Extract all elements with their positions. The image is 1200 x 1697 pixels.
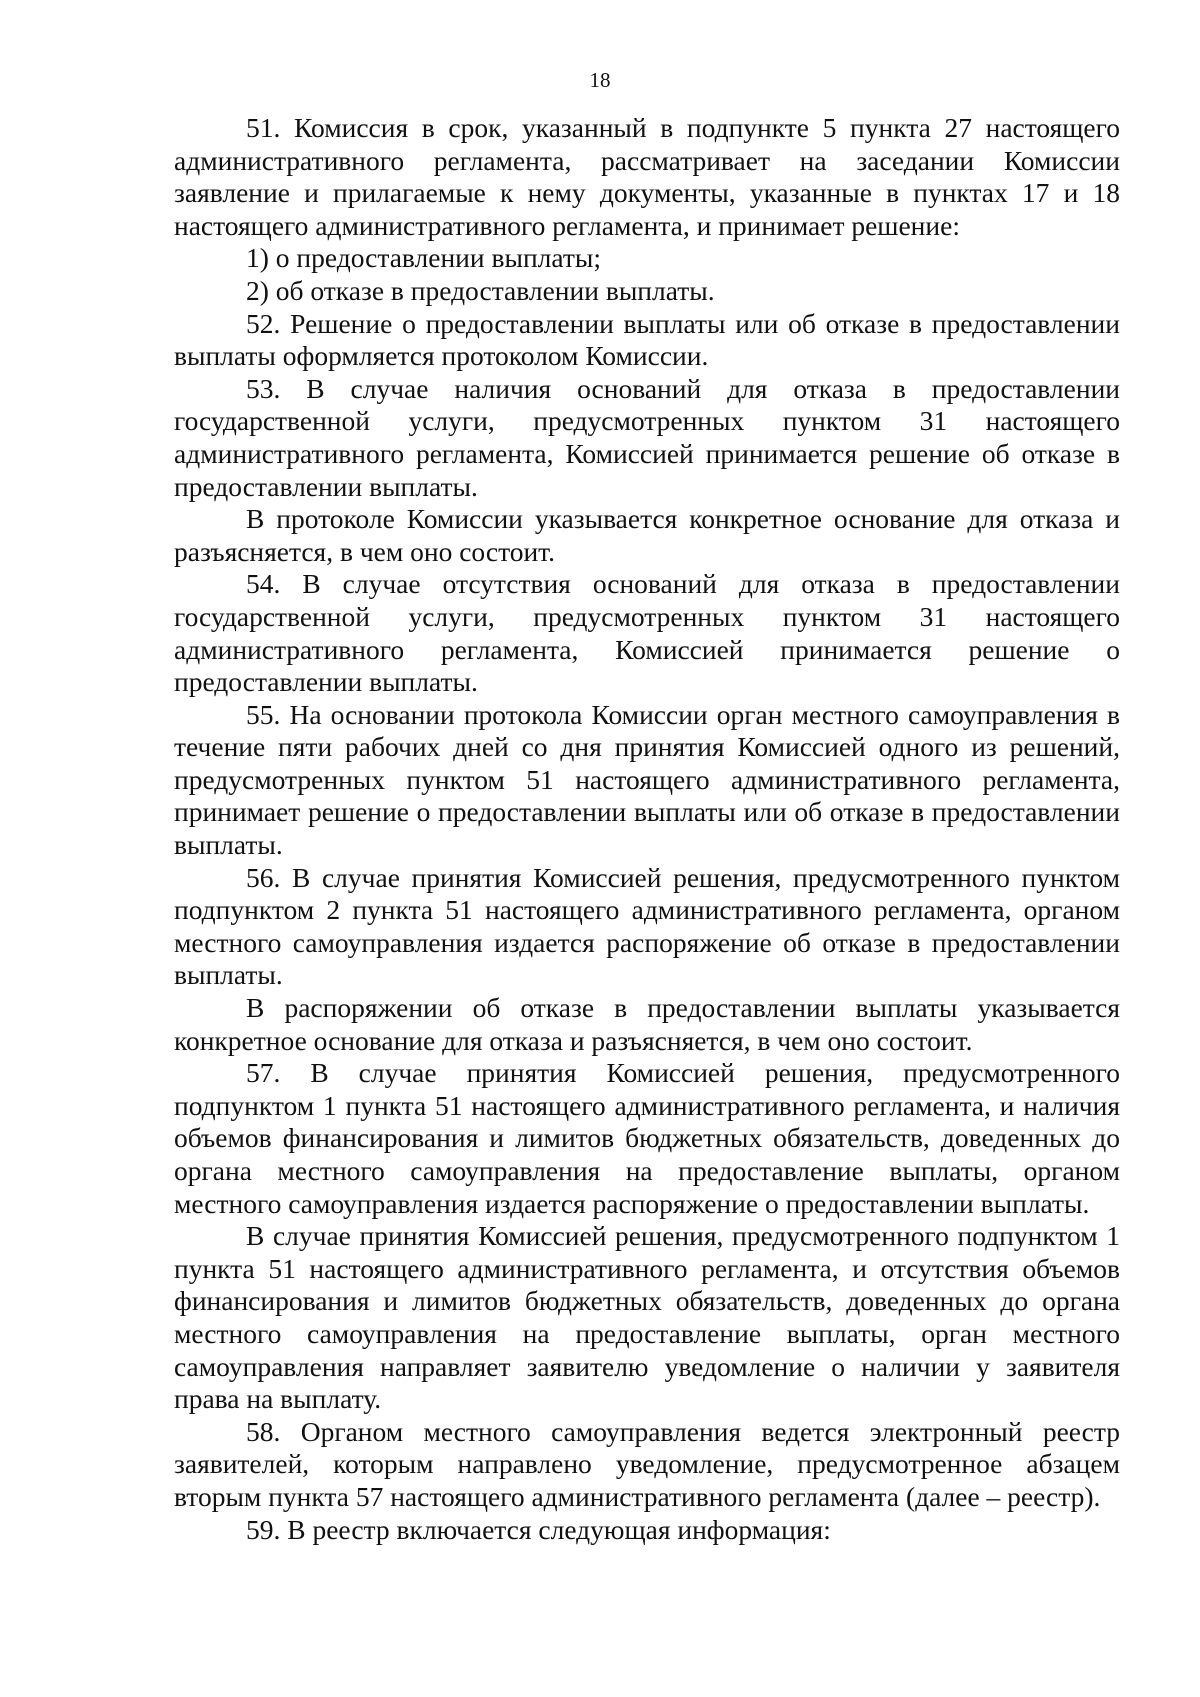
document-body (174, 112, 1120, 1546)
list-item-2: 2) об отказе в предоставлении выплаты. (246, 274, 715, 306)
paragraph-57: 57. В случае принятия Комиссией решения, предусмотренного подпунктом 1 пункта 51 настоящего административного регламента, и наличия объемов финансирования и лимитов бюджетных обязательств, доведенных до органа местного самоуправления на предоставление выплаты, органом местного самоуправления издается распоряжение о предоставлении выплаты. (174, 1057, 1120, 1219)
page-number: 18 (589, 68, 611, 92)
paragraph-52: 52. Решение о предоставлении выплаты или об отказе в предоставлении выплаты оформляется протоколом Комиссии. (174, 307, 1120, 372)
paragraph-56-order: В распоряжении об отказе в предоставлении выплаты указывается конкретное основание для отказа и разъясняется, в чем оно состоит. (174, 992, 1120, 1056)
paragraph-57-notice: В случае принятия Комиссией решения, предусмотренного подпунктом 1 пункта 51 настоящего административного регламента, и отсутствия объемов финансирования и лимитов бюджетных обязательств, доведенных до органа местного самоуправления на предоставление выплаты, орган местного самоуправления направляет заявителю уведомление о наличии у заявителя права на выплату. (174, 1220, 1120, 1415)
paragraph-56: 56. В случае принятия Комиссией решения, предусмотренного пунктом подпунктом 2 пункта 51 настоящего административного регламента, органом местного самоуправления издается распоряжение об отказе в предоставлении выплаты. (174, 861, 1120, 991)
paragraph-53: 53. В случае наличия оснований для отказа в предоставлении государственной услуги, предусмотренных пунктом 31 настоящего административного регламента, Комиссией принимается решение об отказе в предоставлении выплаты. (174, 372, 1120, 502)
paragraph-54: 54. В случае отсутствия оснований для отказа в предоставлении государственной услуги, предусмотренных пунктом 31 настоящего административного регламента, Комиссией принимается решение о предоставлении выплаты. (174, 568, 1120, 698)
paragraph-58: 58. Органом местного самоуправления ведется электронный реестр заявителей, которым направлено уведомление, предусмотренное абзацем вторым пункта 57 настоящего административного регламента (далее – реестр). (174, 1415, 1120, 1512)
paragraph-55: 55. На основании протокола Комиссии орган местного самоуправления в течение пяти рабочих дней со дня принятия Комиссией одного из решений, предусмотренных пунктом 51 настоящего административного регламента, принимает решение о предоставлении выплаты или об отказе в предоставлении выплаты. (174, 698, 1120, 861)
list-item-1: 1) о предоставлении выплаты; (246, 242, 602, 274)
paragraph-59: 59. В реестр включается следующая информация: (246, 1513, 831, 1545)
paragraph-53-protocol: В протоколе Комиссии указывается конкретное основание для отказа и разъясняется, в чем оно состоит. (174, 503, 1120, 567)
paragraph-51: 51. Комиссия в срок, указанный в подпункте 5 пункта 27 настоящего административного регламента, рассматривает на заседании Комиссии заявление и прилагаемые к нему документы, указанные в пунктах 17 и 18 настоящего административного регламента, и принимает решение: (174, 112, 1120, 241)
